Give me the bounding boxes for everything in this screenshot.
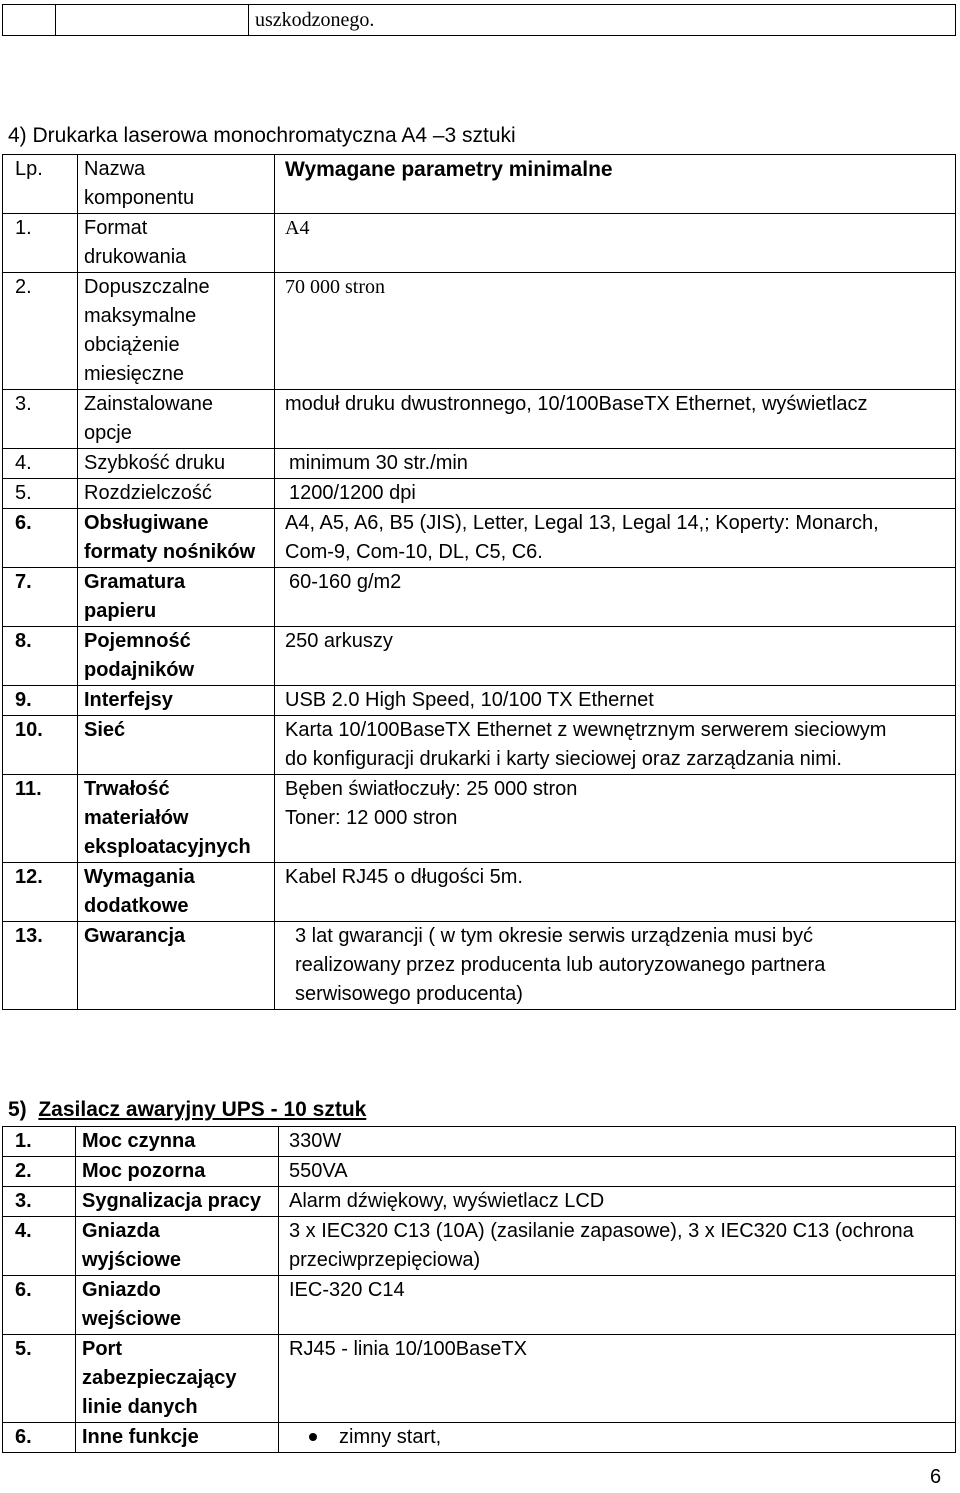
row-lp: 5. xyxy=(3,479,78,509)
row-lp: 10. xyxy=(3,716,78,775)
row-name: Zainstalowane opcje xyxy=(78,390,275,449)
ups-row-name: Moc pozorna xyxy=(76,1157,279,1187)
row-name: Sieć xyxy=(78,716,275,775)
page-number: 6 xyxy=(930,1466,942,1488)
bullet-icon xyxy=(309,1433,317,1441)
row-value: minimum 30 str./min xyxy=(275,449,956,479)
row-name: Rozdzielczość xyxy=(78,479,275,509)
row-value: A4 xyxy=(275,214,956,273)
row-lp: 13. xyxy=(3,922,78,1010)
printer-spec-table xyxy=(2,154,956,1010)
continuation-cell-empty-2 xyxy=(56,5,249,36)
ups-row-name: Gniazda wyjściowe xyxy=(76,1217,279,1276)
ups-row-lp: 5. xyxy=(3,1335,76,1423)
row-lp: 3. xyxy=(3,390,78,449)
ups-row-lp: 1. xyxy=(3,1127,76,1157)
row-name: Format drukowania xyxy=(78,214,275,273)
header-name: Nazwa komponentu xyxy=(78,155,275,214)
row-name: Gwarancja xyxy=(78,922,275,1010)
ups-row-lp: 2. xyxy=(3,1157,76,1187)
row-name: Dopuszczalne maksymalne obciążenie miesięczne xyxy=(78,273,275,390)
ups-row-name: Sygnalizacja pracy xyxy=(76,1187,279,1217)
row-name: Obsługiwane formaty nośników xyxy=(78,509,275,568)
ups-row-name: Port zabezpieczający linie danych xyxy=(76,1335,279,1423)
ups-row-value: 3 x IEC320 C13 (10A) (zasilanie zapasowe), 3 x IEC320 C13 (ochrona przeciwprzepięciowa) xyxy=(279,1217,956,1276)
printer-section-title: 4) Drukarka laserowa monochromatyczna A4 –3 sztuki xyxy=(8,124,516,147)
ups-row-name: Gniazdo wejściowe xyxy=(76,1276,279,1335)
row-value: 250 arkuszy xyxy=(275,627,956,686)
row-name: Szybkość druku xyxy=(78,449,275,479)
row-name: Wymagania dodatkowe xyxy=(78,863,275,922)
row-value: A4, A5, A6, B5 (JIS), Letter, Legal 13, Legal 14,; Koperty: Monarch, Com-9, Com-10, DL, C5, C6. xyxy=(275,509,956,568)
row-lp: 2. xyxy=(3,273,78,390)
ups-row-lp: 3. xyxy=(3,1187,76,1217)
row-lp: 4. xyxy=(3,449,78,479)
row-value: 70 000 stron xyxy=(275,273,956,390)
ups-row-value: IEC-320 C14 xyxy=(279,1276,956,1335)
row-value: Kabel RJ45 o długości 5m. xyxy=(275,863,956,922)
row-value: USB 2.0 High Speed, 10/100 TX Ethernet xyxy=(275,686,956,716)
row-name: Gramatura papieru xyxy=(78,568,275,627)
ups-row-name: Moc czynna xyxy=(76,1127,279,1157)
row-value: 3 lat gwarancji ( w tym okresie serwis urządzenia musi być realizowany przez producenta lub autoryzowanego partnera serwisowego producenta) xyxy=(275,922,956,1010)
row-lp: 12. xyxy=(3,863,78,922)
continuation-cell-empty-1 xyxy=(3,5,56,36)
row-name: Interfejsy xyxy=(78,686,275,716)
header-lp: Lp. xyxy=(3,155,78,214)
row-lp: 6. xyxy=(3,509,78,568)
ups-row-name: Inne funkcje xyxy=(76,1423,279,1453)
row-lp: 11. xyxy=(3,775,78,863)
row-value: 1200/1200 dpi xyxy=(275,479,956,509)
ups-title-text: Zasilacz awaryjny UPS - 10 sztuk xyxy=(38,1098,367,1121)
row-value: moduł druku dwustronnego, 10/100BaseTX Ethernet, wyświetlacz xyxy=(275,390,956,449)
row-name: Trwałość materiałów eksploatacyjnych xyxy=(78,775,275,863)
row-value: Bęben światłoczuły: 25 000 stron Toner: 12 000 stron xyxy=(275,775,956,863)
row-name: Pojemność podajników xyxy=(78,627,275,686)
ups-spec-table xyxy=(2,1126,956,1453)
ups-section-title xyxy=(8,1095,366,1124)
row-lp: 7. xyxy=(3,568,78,627)
continuation-text: uszkodzonego. xyxy=(249,5,956,36)
ups-row-value: RJ45 - linia 10/100BaseTX xyxy=(279,1335,956,1423)
ups-row-value-cell xyxy=(279,1423,956,1453)
row-lp: 1. xyxy=(3,214,78,273)
row-value: 60-160 g/m2 xyxy=(275,568,956,627)
header-params: Wymagane parametry minimalne xyxy=(275,155,956,214)
continuation-table xyxy=(2,4,956,36)
row-lp: 8. xyxy=(3,627,78,686)
ups-title-prefix: 5) xyxy=(8,1098,39,1121)
row-lp: 9. xyxy=(3,686,78,716)
ups-row-value: Alarm dźwiękowy, wyświetlacz LCD xyxy=(279,1187,956,1217)
ups-row-lp: 4. xyxy=(3,1217,76,1276)
ups-row-lp: 6. xyxy=(3,1423,76,1453)
ups-row-value: 550VA xyxy=(279,1157,956,1187)
ups-row-value: 330W xyxy=(279,1127,956,1157)
ups-row-value: zimny start, xyxy=(339,1426,442,1448)
ups-row-lp: 6. xyxy=(3,1276,76,1335)
row-value: Karta 10/100BaseTX Ethernet z wewnętrznym serwerem sieciowym do konfiguracji drukarki i karty sieciowej oraz zarządzania nimi. xyxy=(275,716,956,775)
